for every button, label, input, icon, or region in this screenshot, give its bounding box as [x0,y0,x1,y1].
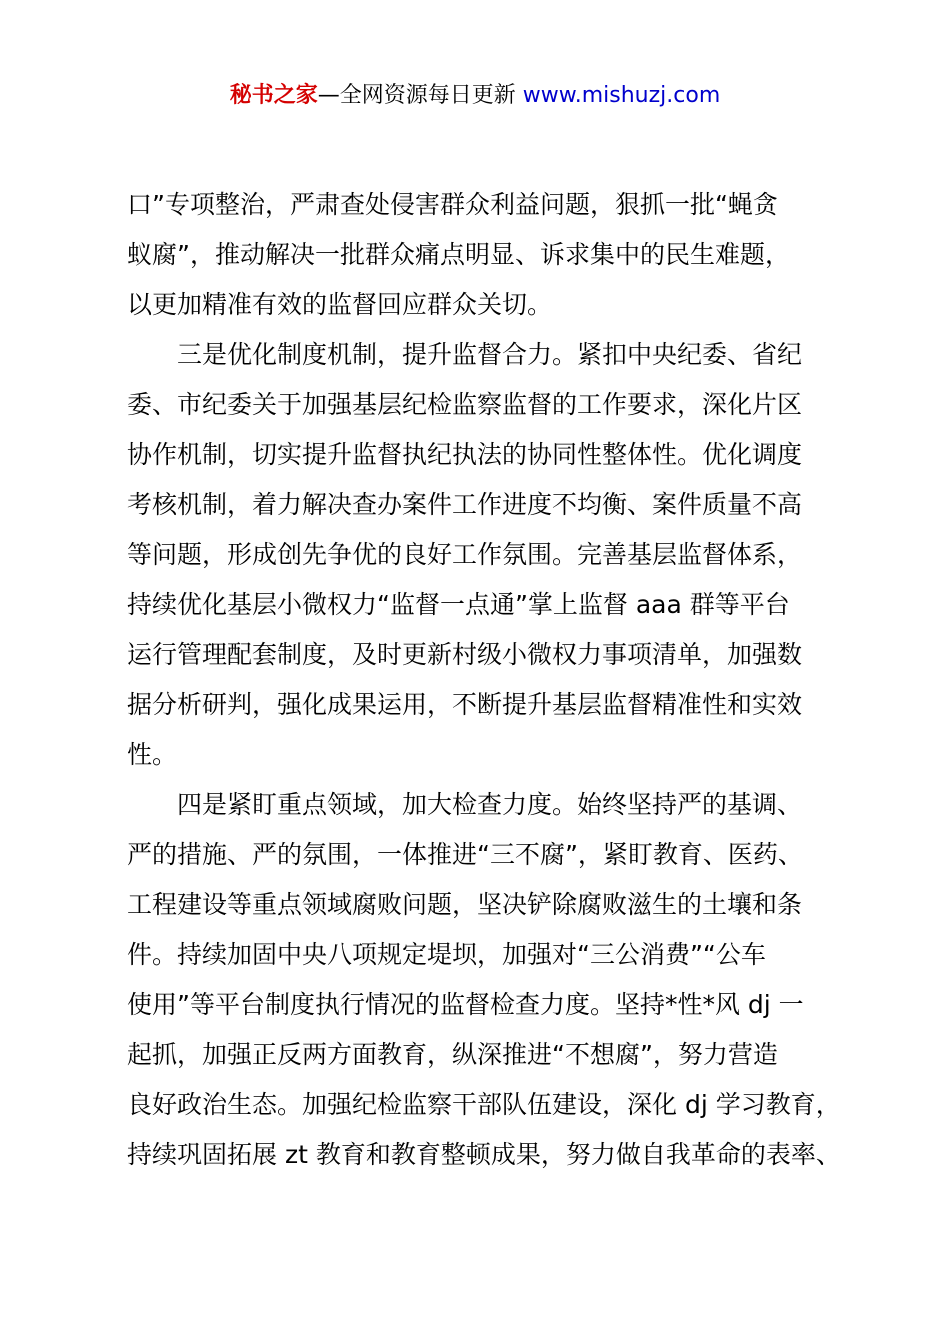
text-line: 四是紧盯重点领域，加大检查力度。始终坚持严的基调、 [127,790,803,819]
paragraph-continuation [127,180,847,330]
paragraph-optimize-mechanism [127,330,847,780]
text-line: 蚁腐”，推动解决一批群众痛点明显、诉求集中的民生难题， [127,240,790,269]
header-tagline: —全网资源每日更新 [317,83,523,108]
page-header [0,80,950,112]
text-line: 使用”等平台制度执行情况的监督检查力度。坚持*性*风 dj 一 [127,990,804,1019]
text-line: 运行管理配套制度，及时更新村级小微权力事项清单，加强数 [127,640,803,669]
text-line: 三是优化制度机制，提升监督合力。紧扣中央纪委、省纪 [127,340,803,369]
text-line: 工程建设等重点领域腐败问题，坚决铲除腐败滋生的土壤和条 [127,890,803,919]
text-line: 以更加精准有效的监督回应群众关切。 [127,290,553,319]
paragraph-key-areas [127,780,847,1180]
text-line: 协作机制，切实提升监督执纪执法的协同性整体性。优化调度 [127,440,803,469]
text-line: 考核机制，着力解决查办案件工作进度不均衡、案件质量不高 [127,490,803,519]
text-line: 据分析研判，强化成果运用，不断提升基层监督精准性和实效 [127,690,803,719]
text-line: 件。持续加固中央八项规定堤坝，加强对“三公消费”“公车 [127,940,766,969]
text-line: 委、市纪委关于加强基层纪检监察监督的工作要求，深化片区 [127,390,803,419]
text-line: 良好政治生态。加强纪检监察干部队伍建设，深化 dj 学习教育， [127,1090,841,1119]
text-line: 持续巩固拓展 zt 教育和教育整顿成果，努力做自我革命的表率、 [127,1140,841,1169]
document-body [127,180,847,1180]
text-line: 口”专项整治，严肃查处侵害群众利益问题，狠抓一批“蝇贪 [127,190,778,219]
text-line: 严的措施、严的氛围，一体推进“三不腐”，紧盯教育、医药、 [127,840,803,869]
brand-name: 秘书之家 [229,83,318,108]
text-line: 性。 [127,740,178,769]
text-line: 起抓，加强正反两方面教育，纵深推进“不想腐”，努力营造 [127,1040,778,1069]
site-url-link[interactable]: www.mishuzj.com [522,83,721,108]
text-line: 等问题，形成创先争优的良好工作氛围。完善基层监督体系， [127,540,803,569]
text-line: 持续优化基层小微权力“监督一点通”掌上监督 aaa 群等平台 [127,590,790,619]
